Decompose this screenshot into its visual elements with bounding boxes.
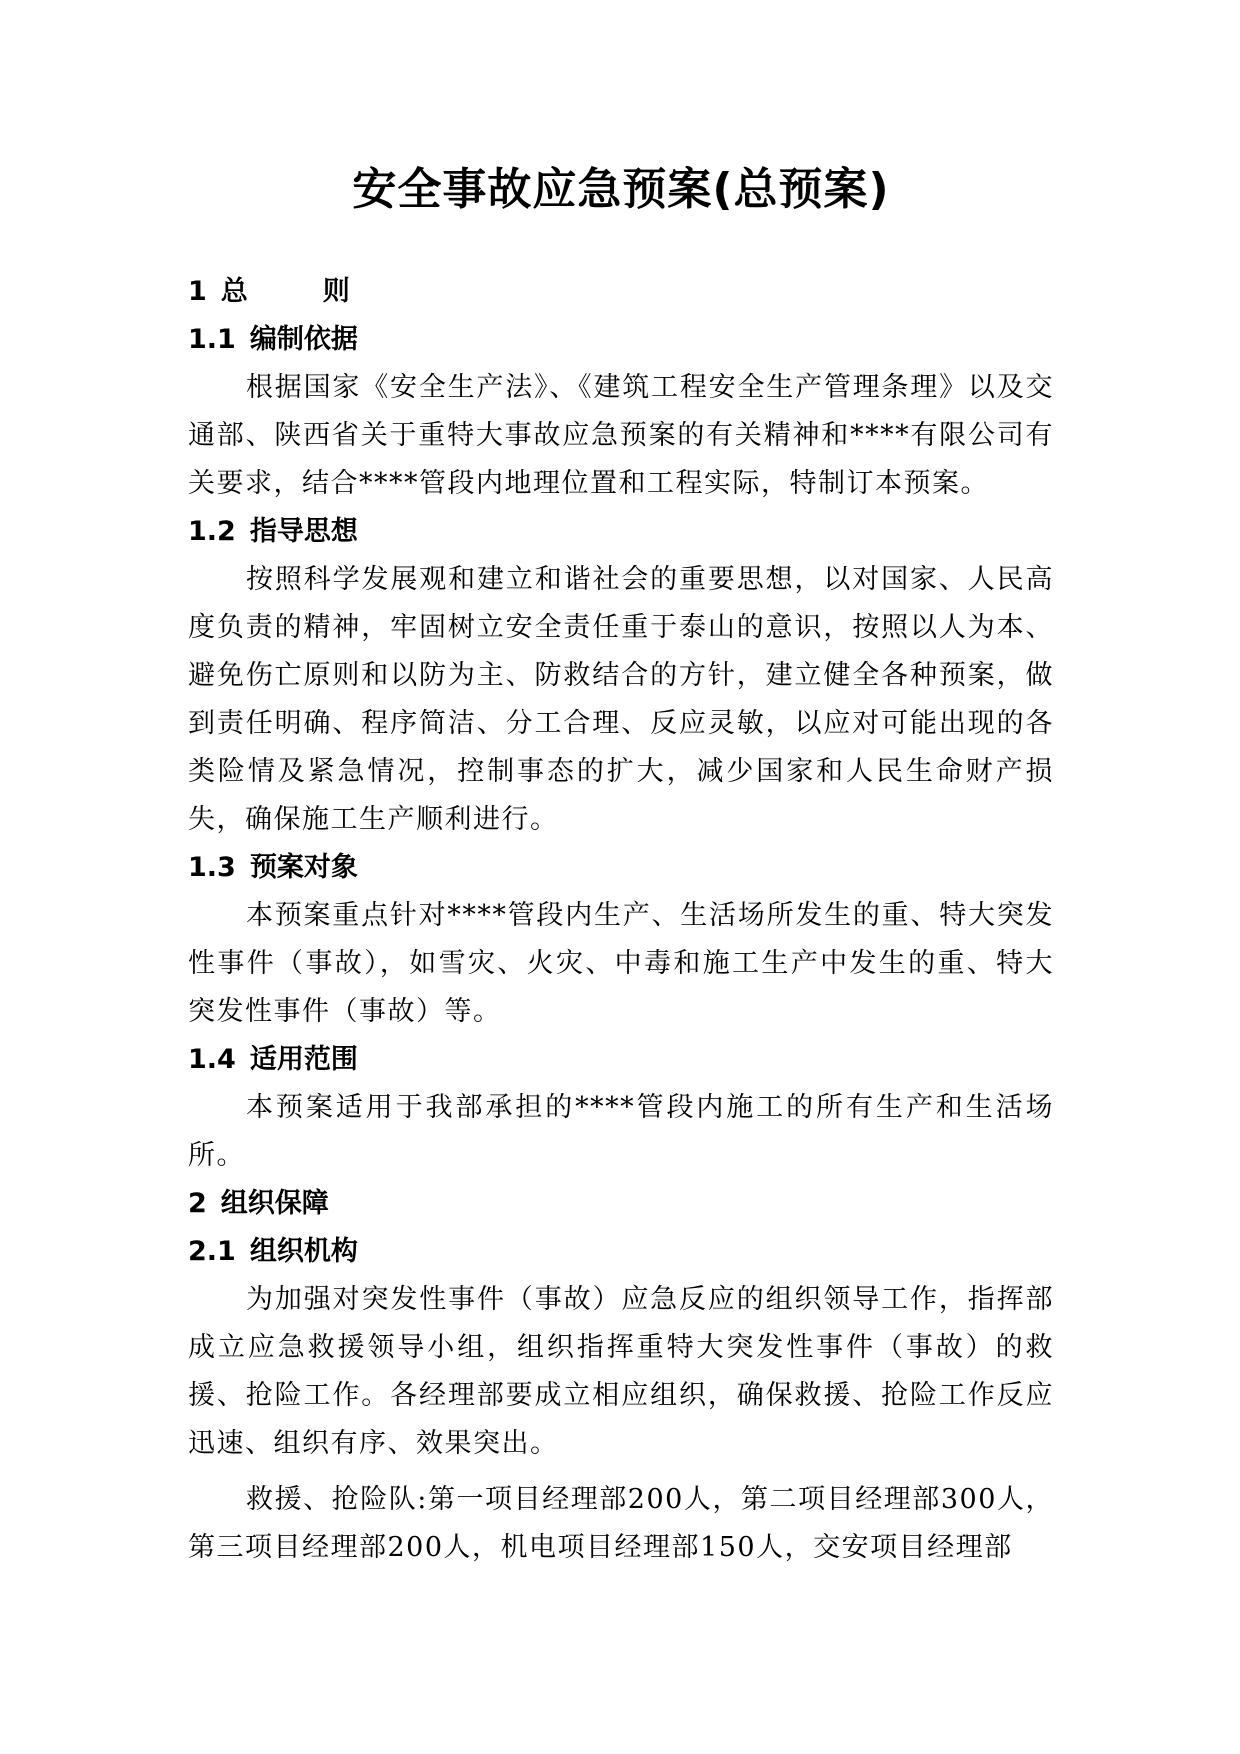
section-number: 1.3: [188, 852, 236, 883]
section-label: 适用范围: [249, 1044, 358, 1075]
section-number: 2.1: [188, 1236, 236, 1267]
paragraph-rescue-teams: 救援、抢险队:第一项目经理部200人，第二项目经理部300人，第三项目经理部200人，机电项目经理部150人，交安项目经理部: [188, 1484, 1054, 1563]
document-title: 安全事故应急预案(总预案): [352, 164, 890, 215]
section-heading-2-1: [188, 1228, 1054, 1276]
paragraph-guiding-ideology: 按照科学发展观和建立和谐社会的重要思想，以对国家、人民高度负责的精神，牢固树立安全责任重于泰山的意识，按照以人为本、避免伤亡原则和以防为主、防救结合的方针，建立健全各种预案，做到责任明确、程序简洁、分工合理、反应灵敏，以应对可能出现的各类险情及紧急情况，控制事态的扩大，减少国家和人民生命财产损失，确保施工生产顺利进行。: [188, 564, 1054, 835]
section-heading-1-1: [188, 316, 1054, 364]
section-number: 1.4: [188, 1044, 236, 1075]
section-heading-1-4: [188, 1036, 1054, 1084]
section-number: 1.1: [188, 324, 236, 355]
section-label: 组织保障: [220, 1188, 329, 1219]
section-number: 2: [188, 1188, 207, 1219]
section-heading-1-3: [188, 844, 1054, 892]
paragraph-organization: 为加强对突发性事件（事故）应急反应的组织领导工作，指挥部成立应急救援领导小组，组织指挥重特大突发性事件（事故）的救援、抢险工作。各经理部要成立相应组织，确保救援、抢险工作反应迅速、组织有序、效果突出。: [188, 1284, 1054, 1459]
section-heading-2: [188, 1180, 1054, 1228]
paragraph-plan-target: 本预案重点针对****管段内生产、生活场所发生的重、特大突发性事件（事故），如雪灾、火灾、中毒和施工生产中发生的重、特大突发性事件（事故）等。: [188, 900, 1054, 1027]
section-heading-1-2: [188, 508, 1054, 556]
section-number: 1: [188, 276, 207, 307]
section-label: 编制依据: [249, 324, 358, 355]
section-label: 预案对象: [249, 852, 358, 883]
section-label: 指导思想: [249, 516, 358, 547]
section-label: 总 则: [220, 276, 374, 307]
section-heading-1: [188, 268, 1054, 316]
section-number: 1.2: [188, 516, 236, 547]
paragraph-scope: 本预案适用于我部承担的****管段内施工的所有生产和生活场所。: [188, 1092, 1054, 1171]
paragraph-basis: 根据国家《安全生产法》、《建筑工程安全生产管理条理》以及交通部、陕西省关于重特大事故应急预案的有关精神和****有限公司有关要求，结合****管段内地理位置和工程实际，特制订本预案。: [188, 372, 1054, 499]
section-label: 组织机构: [249, 1236, 358, 1267]
